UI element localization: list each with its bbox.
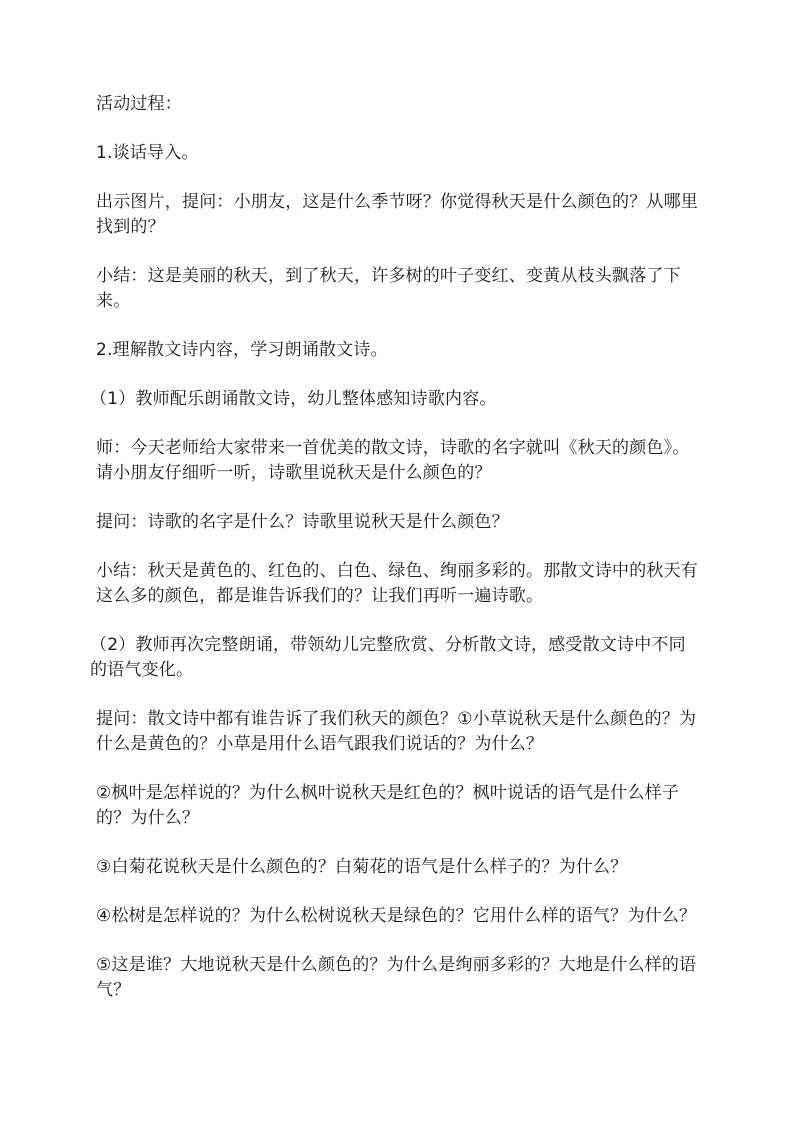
paragraph-summary-autumn: 小结：这是美丽的秋天，到了秋天，许多树的叶子变红、变黄从枝头飘落了下来。 <box>96 266 681 311</box>
paragraph-question-earth: ⑤这是谁？大地说秋天是什么颜色的？为什么是绚丽多彩的？大地是什么样的语气？ <box>96 955 697 1000</box>
paragraph-summary-colors: 小结：秋天是黄色的、红色的、白色、绿色、绚丽多彩的。那散文诗中的秋天有这么多的颜色，都是谁告诉我们的？让我们再听一遍诗歌。 <box>96 561 698 606</box>
step-heading-understand-poem: 2.理解散文诗内容，学习朗诵散文诗。 <box>96 340 388 360</box>
substep-2-recite-again: （2）教师再次完整朗诵，带领幼儿完整欣赏、分析散文诗，感受散文诗中不同的语气变化。 <box>90 635 686 680</box>
substep-1-teacher-recite: （1）教师配乐朗诵散文诗，幼儿整体感知诗歌内容。 <box>90 389 497 409</box>
section-heading-activity-process: 活动过程： <box>96 94 182 114</box>
paragraph-question-grass: 提问：散文诗中都有谁告诉了我们秋天的颜色？①小草说秋天是什么颜色的？为什么是黄色的？小草是用什么语气跟我们说话的？为什么？ <box>96 709 697 754</box>
paragraph-show-picture-question: 出示图片，提问：小朋友，这是什么季节呀？你觉得秋天是什么颜色的？从哪里找到的？ <box>96 192 698 237</box>
paragraph-question-chrysanthemum: ③白菊花说秋天是什么颜色的？白菊花的语气是什么样子的？为什么？ <box>96 857 628 877</box>
paragraph-question-pine: ④松树是怎样说的？为什么松树说秋天是绿色的？它用什么样的语气？为什么？ <box>96 906 697 926</box>
paragraph-question-maple: ②枫叶是怎样说的？为什么枫叶说秋天是红色的？枫叶说话的语气是什么样子的？为什么？ <box>96 783 680 828</box>
document-body <box>90 92 699 1027</box>
step-heading-conversation-intro: 1.谈话导入。 <box>96 143 199 163</box>
paragraph-teacher-intro-poem: 师：今天老师给大家带来一首优美的散文诗，诗歌的名字就叫《秋天的颜色》。请小朋友仔细听一听，诗歌里说秋天是什么颜色的？ <box>96 438 690 483</box>
paragraph-question-poem-name: 提问：诗歌的名字是什么？诗歌里说秋天是什么颜色？ <box>96 512 509 532</box>
